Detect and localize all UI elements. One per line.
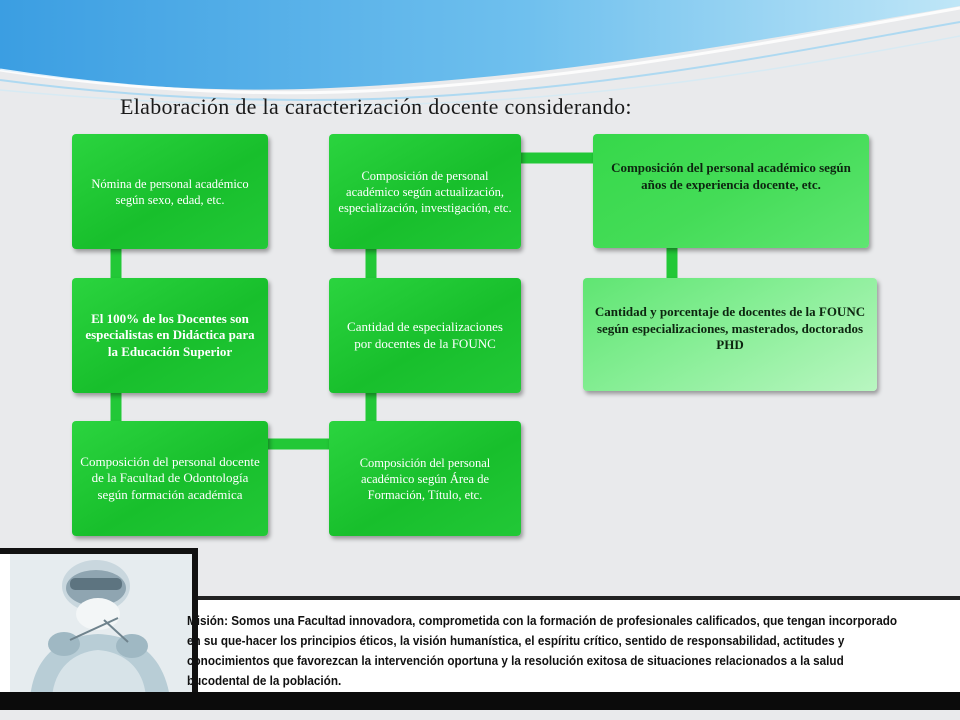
node-docentes-especialistas — [72, 278, 268, 393]
node-nomina-personal — [72, 134, 268, 249]
node-nomina-personal-text: Nómina de personal académico según sexo, edad, etc. — [91, 176, 249, 207]
node-cantidad-porcentaje — [583, 278, 877, 391]
node-formacion-academica-text: Composición del personal docente de la Facultad de Odontología según formación académica — [80, 453, 260, 502]
node-cantidad-especializaciones — [329, 278, 521, 393]
slide-heading: Elaboración de la caracterización docente considerando: — [120, 94, 632, 119]
node-area-formacion-text: Composición del personal académico según Área de Formación, Título, etc. — [359, 455, 491, 502]
node-actualizacion — [329, 134, 521, 249]
dentist-photo-icon — [0, 548, 198, 698]
node-area-formacion — [329, 421, 521, 536]
node-cantidad-porcentaje-text: Cantidad y porcentaje de docentes de la FOUNC según especializaciones, masterados, doctorados PHD — [594, 304, 866, 353]
node-cantidad-especializaciones-text: Cantidad de especializaciones por docentes de la FOUNC — [347, 318, 503, 351]
node-docentes-especialistas-text: El 100% de los Docentes son especialistas en Didáctica para la Educación Superior — [85, 310, 255, 359]
node-anos-experiencia — [593, 134, 869, 248]
mission-body: Somos una Facultad innovadora, comprometida con la formación de profesionales calificados, que tengan incorporado en su que-hacer los principios éticos, la visión humanística, el espíritu crítico, sentido de responsabilidad, actitudes y conocimientos que favorezcan la intervención oportuna y la resolución exitosa de situaciones relacionados a la salud bucodental de la población. — [187, 614, 898, 688]
node-formacion-academica — [72, 421, 268, 536]
mission-label: Misión: — [187, 614, 228, 628]
node-actualizacion-text: Composición de personal académico según actualización, especialización, investigación, etc. — [338, 168, 512, 215]
mission-statement — [187, 612, 898, 692]
node-anos-experiencia-text: Composición del personal académico según años de experiencia docente, etc. — [611, 160, 851, 192]
bottom-bar — [0, 692, 960, 710]
